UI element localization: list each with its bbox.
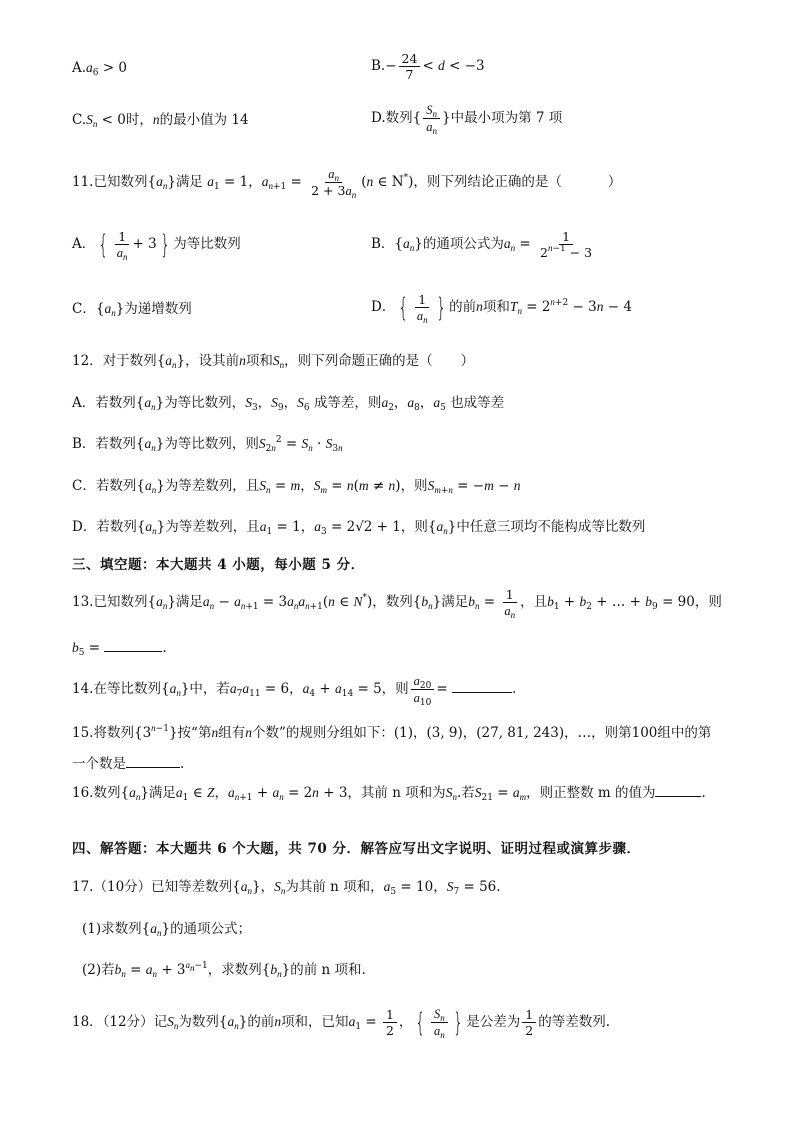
question-number: 11. xyxy=(72,174,94,190)
option-label: B. xyxy=(371,58,386,74)
stem-text: 组有 xyxy=(218,725,246,741)
q11-option-d: D． { $\frac{1}{a_n}$ } 的前n项和$T_n = 2^{n+2} - 3n - 4$ xyxy=(371,291,632,325)
option-label: A． xyxy=(72,236,96,252)
stem-text: 在等比数列 xyxy=(93,681,161,697)
stem-text: 若 xyxy=(461,785,475,801)
q12-option-c: C．若数列$\{a_n\}$为等差数列，且$S_n = m$，$S_m = n(m \ne n)$，则$S_{m+n} = -m - n$ xyxy=(72,478,521,496)
option-label: D.数列 xyxy=(371,110,413,126)
stem-text: ， xyxy=(289,681,303,697)
stem-text: ，则 xyxy=(694,594,722,610)
q18-stem: 18．（12分）记$S_n$为数列$\{a_n\}$的前n项和，已知$a_1$ = $\frac{1}{2}$ ， { $\frac{S_n}{a_n}$ } 是公差为 $\frac{1}{2}$ 的等差数列. xyxy=(72,1007,610,1040)
stem-text: 将数列 xyxy=(93,725,134,741)
option-label: A. xyxy=(72,60,87,76)
fraction: $\frac{1}{2}$ xyxy=(383,1007,397,1038)
option-text: 为等差数列，且 xyxy=(165,519,260,535)
option-text: 为递增数列 xyxy=(124,301,192,317)
stem-text: 已知数列 xyxy=(93,174,148,190)
q15-stem: 15.将数列$\{3^{n-1}\}$按“第n组有n个数”的规则分组如下：(1)，(3, 9)，(27, 81, 243)，…，则第100组中的第 xyxy=(72,723,712,741)
q16-stem: 16.数列$\{a_n\}$满足$a_1$ ∈ Z，$a_{n+1} + a_n = 2n + 3$，其前 n 项和为$S_n$.若$S_{21} = a_m$，则正整数 m 的值为 . xyxy=(72,782,706,803)
q15-answer-line xyxy=(72,753,184,774)
stem-text: 满足 xyxy=(148,785,176,801)
stem-text: ，则正整数 m 的值为 xyxy=(526,785,656,801)
stem-text: . xyxy=(511,681,517,697)
stem-text: . xyxy=(180,756,185,772)
fraction: $\frac{1}{2^{n-1} - 3}$ xyxy=(540,229,593,260)
q10-option-a: $A.a_6 > 0$ xyxy=(72,60,128,78)
q14-stem: 14.在等比数列$\{a_n\}$中，若$a_7a_{11} = 6$，$a_4 + a_{14} = 5$，则 $\frac{a_{20}}{a_{10}}$ = . xyxy=(72,674,517,708)
stem-text: 的前 xyxy=(247,1014,275,1030)
stem-text: （12分）记 xyxy=(102,1014,168,1030)
stem-text: 的等差数列. xyxy=(538,1014,610,1030)
question-number: 16. xyxy=(72,785,94,801)
option-text: 也成等差 xyxy=(450,395,505,411)
q10-option-d: D.数列{ $\frac{S_n}{a_n}$ }中最小项为第 7 项 xyxy=(371,103,563,136)
fraction: $\frac{S_n}{a_n}$ xyxy=(431,1006,448,1039)
fraction: $\frac{1}{a_n}$ xyxy=(416,291,428,325)
option-label: C． xyxy=(72,301,96,317)
stem-text: 对于数列 xyxy=(102,353,157,369)
fraction: $\frac{a_n}{2 + 3a_n}$ xyxy=(311,167,357,200)
stem-text: ， xyxy=(398,1014,413,1030)
question-number: 12． xyxy=(72,353,103,369)
option-text: ，则 xyxy=(400,478,428,494)
fraction: $\frac{S_n}{a_n}$ xyxy=(423,102,440,135)
option-label: C. xyxy=(72,112,87,128)
stem-text: ，求数列 xyxy=(207,962,262,978)
answer-blank[interactable] xyxy=(452,678,512,693)
q11-option-b: B．$\{a_n\}$的通项公式为$a_n$ = $\frac{1}{2^{n-1} - 3}$ xyxy=(371,226,597,262)
stem-text: ，数列 xyxy=(372,594,413,610)
option-text: A．若数列 xyxy=(72,395,136,411)
fraction: $\frac{a_{20}}{a_{10}}$ xyxy=(411,673,435,706)
question-number: 15. xyxy=(72,725,94,741)
stem-text: ，则 xyxy=(381,681,409,697)
option-text: D．若数列 xyxy=(72,519,137,535)
option-text: 为等比数列，则 xyxy=(164,436,259,452)
q11-stem: 11.已知数列$\{a_n\}$满足 $a_1 = 1$，$a_{n+1}$ = $\frac{a_n}{2 + 3a_n}$ (n ∈ N*)，则下列结论正确的是（ ） xyxy=(72,167,622,200)
stem-text: 一个数是 xyxy=(72,756,126,772)
option-label: D． xyxy=(371,299,396,315)
stem-text: 项和，已知 xyxy=(281,1014,349,1030)
stem-text: (1)，(3, 9)，(27, 81, 243)，…， xyxy=(393,725,605,741)
section-heading-fill-in: 三、填空题：本大题共 4 小题，每小题 5 分． xyxy=(72,557,365,573)
question-number: 17. xyxy=(72,879,94,895)
option-text: 的前 xyxy=(449,299,477,315)
stem-text: . xyxy=(162,640,167,656)
fraction-denominator: 7 xyxy=(405,67,414,82)
option-text: 中任意三项均不能构成等比数列 xyxy=(456,519,646,535)
q10-option-c: $C.S_n < 0$时，n的最小值为 14 xyxy=(72,112,249,129)
stem-text: （10分）已知等差数列 xyxy=(93,879,233,895)
q12-option-b: B．若数列$\{a_n\}$为等比数列，则$S_{2n}^2 = S_n \cdot S_{3n}$ xyxy=(72,435,343,454)
option-text: 为等差数列，且 xyxy=(164,478,260,494)
stem-text: 中，若 xyxy=(189,681,230,697)
option-text: B．若数列 xyxy=(72,436,136,452)
stem-text: . xyxy=(701,785,706,801)
option-text: 中最小项为第 7 项 xyxy=(450,110,563,126)
stem-text: (1)求数列 xyxy=(82,921,142,937)
fraction-numerator: 24 xyxy=(399,51,421,67)
fraction: $\frac{1}{a_n}$ xyxy=(116,228,128,262)
stem-text: 满足 xyxy=(175,594,203,610)
q13-stem: 13.已知数列$\{a_n\}$满足$a_n - a_{n+1} = 3a_na_{n+1}(n$ ∈ N*)，数列$\{b_n\}$满足$b_n$ = $\frac{1}{a_n}$ ，且$b_1 + b_2$ + … + $b_9 = 90$，则 xyxy=(72,586,722,620)
stem-text: 是公差为 xyxy=(466,1014,521,1030)
fraction: $\frac{1}{2}$ xyxy=(522,1007,536,1038)
option-text: ，则 xyxy=(400,519,428,535)
q12-stem: 12．对于数列$\{a_n\}$，设其前n项和$S_n$，则下列命题正确的是（ ） xyxy=(72,353,475,370)
option-text: 时， xyxy=(125,112,153,128)
option-text: 为等比数列， xyxy=(164,395,246,411)
stem-text: ，且 xyxy=(520,594,548,610)
question-number: 14. xyxy=(72,681,94,697)
stem-text: 已知数列 xyxy=(93,594,148,610)
answer-blank[interactable] xyxy=(655,782,701,797)
stem-text: ，其前 n 项和为 xyxy=(347,785,446,801)
q13-answer-line: $b_5$ = . xyxy=(72,637,167,658)
q12-option-a: A．若数列$\{a_n\}$为等比数列，$S_3$，$S_9$，$S_6$ 成等差，则$a_2$，$a_8$，$a_5$ 也成等差 xyxy=(72,395,505,413)
fraction: $\frac{1}{a_n}$ xyxy=(504,586,516,620)
option-text: 成等差，则 xyxy=(313,395,382,411)
question-number: 18． xyxy=(72,1014,103,1030)
stem-text: ， xyxy=(248,174,262,190)
option-text: 为等比数列 xyxy=(173,236,241,252)
stem-text: 则第100组中的第 xyxy=(604,725,712,741)
stem-text: ，则下列结论正确的是（ xyxy=(413,174,562,190)
option-text: 的通项公式为 xyxy=(422,236,504,252)
q10-option-b: B.− $\frac{24}{7}$ < d < −3 xyxy=(371,51,485,82)
section-heading-solutions: 四、解答题：本大题共 6 个大题，共 70 分．解答应写出文字说明、证明过程或演算步骤． xyxy=(72,841,641,857)
q17-stem: 17.（10分）已知等差数列$\{a_n\}$，$S_n$为其前 n 项和，$a_5 = 10$，$S_7 = 56$. xyxy=(72,879,501,897)
option-text: C．若数列 xyxy=(72,478,137,494)
answer-blank[interactable] xyxy=(126,753,180,768)
q17-part-2: (2)若$b_n = a_n + 3^{a_n-1}$，求数列$\{b_n\}$的前 n 项和. xyxy=(82,960,366,979)
fraction xyxy=(399,51,421,82)
stem-text: (2)若 xyxy=(82,962,115,978)
stem-text: 满足 xyxy=(441,594,469,610)
stem-text: ， xyxy=(260,879,275,895)
stem-text: 满足 xyxy=(175,174,203,190)
stem-text: ，则下列命题正确的是（ xyxy=(284,353,433,369)
q11-option-c: C．$\{a_n\}$为递增数列 xyxy=(72,301,192,318)
stem-text: 数列 xyxy=(93,785,121,801)
stem-text: ） xyxy=(460,353,475,369)
q11-option-a: A． { $\frac{1}{a_n}$ + 3 } 为等比数列 xyxy=(72,228,241,262)
stem-text: 的前 n 项和. xyxy=(290,962,366,978)
q17-part-1: (1)求数列$\{a_n\}$的通项公式； xyxy=(82,921,252,938)
option-text: 项和 xyxy=(482,299,510,315)
stem-text: 个数”的规则分组如下： xyxy=(251,725,394,741)
stem-text: ） xyxy=(607,174,622,190)
q12-option-d: D．若数列$\{a_n\}$为等差数列，且$a_1 = 1$，$a_3 = 2√2 + 1$，则$\{a_n\}$中任意三项均不能构成等比数列 xyxy=(72,519,646,537)
answer-blank[interactable] xyxy=(104,637,162,652)
stem-text: 为数列 xyxy=(178,1014,219,1030)
stem-text: 项和 xyxy=(245,353,273,369)
stem-text: 按“第 xyxy=(177,725,212,741)
option-text: 的最小值为 14 xyxy=(159,112,249,128)
stem-text: 为其前 n 项和， xyxy=(285,879,384,895)
question-number: 13. xyxy=(72,594,94,610)
stem-text: ，设其前 xyxy=(185,353,240,369)
stem-text: 的通项公式； xyxy=(170,921,252,937)
option-label: B． xyxy=(371,236,395,252)
